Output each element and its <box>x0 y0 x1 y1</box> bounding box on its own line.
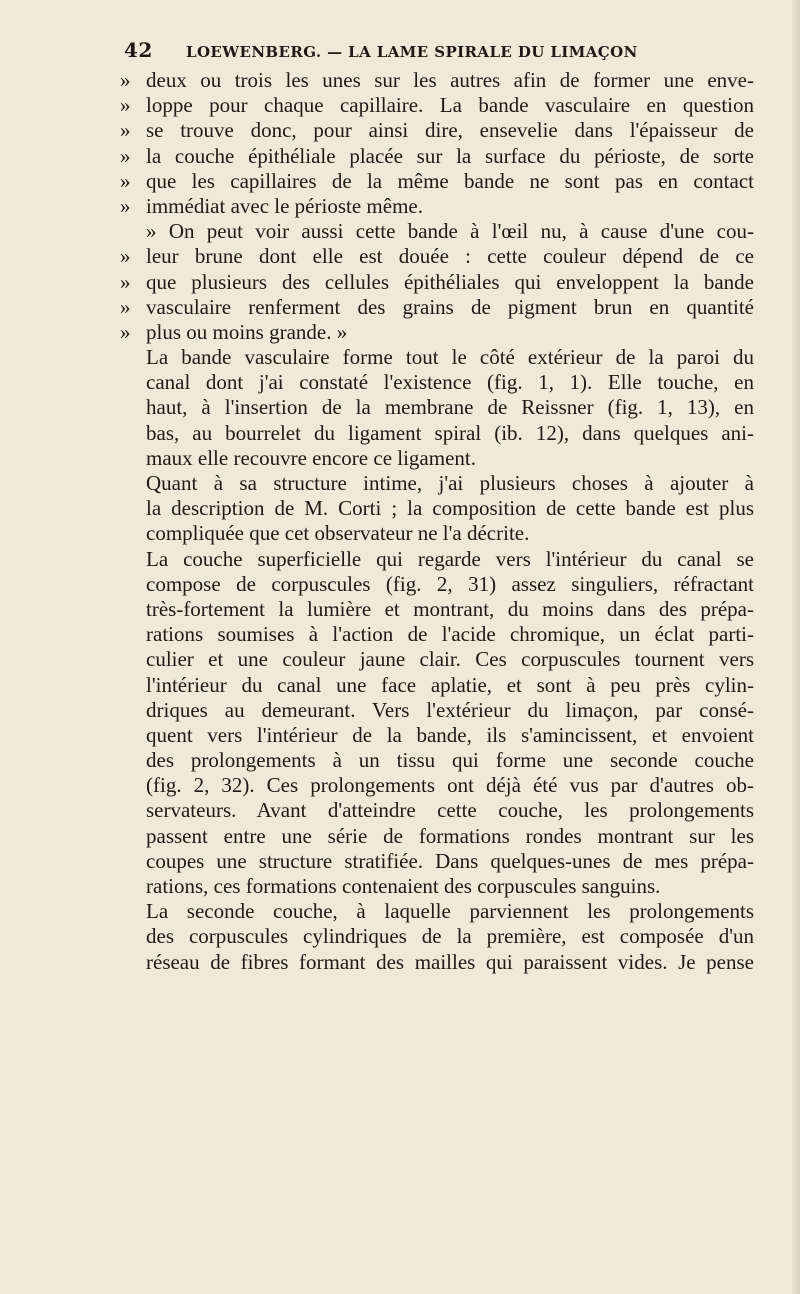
text-line <box>120 874 754 899</box>
quote-mark: » <box>120 118 131 143</box>
line-text: immédiat avec le périoste même. <box>146 193 423 218</box>
line-text: passent entre une série de formations rondes montrant sur les <box>146 823 754 848</box>
line-text: quent vers l'intérieur de la bande, ils s'amincissent, et envoient <box>146 722 754 747</box>
line-text: culier et une couleur jaune clair. Ces corpuscules tournent vers <box>146 647 754 672</box>
line-text: canal dont j'ai constaté l'existence (fig. 1, 1). Elle touche, en <box>146 370 754 395</box>
line-text: se trouve donc, pour ainsi dire, ensevelie dans l'épaisseur de <box>146 118 754 143</box>
text-line <box>120 698 754 723</box>
running-title: LOEWENBERG. — LA LAME SPIRALE DU LIMAÇON <box>186 43 638 61</box>
line-text: loppe pour chaque capillaire. La bande vasculaire en question <box>146 93 754 118</box>
text-line <box>120 169 754 194</box>
line-text: réseau de fibres formant des mailles qui paraissent vides. Je pense <box>146 949 754 974</box>
line-text: rations, ces formations contenaient des corpuscules sanguins. <box>146 874 661 898</box>
text-line <box>120 68 754 93</box>
text-line <box>120 345 754 370</box>
text-line <box>120 219 754 244</box>
text-line <box>120 950 754 975</box>
text-line <box>120 244 754 269</box>
text-line <box>120 471 754 496</box>
text-line <box>120 849 754 874</box>
line-text: leur brune dont elle est douée : cette couleur dépend de ce <box>146 244 754 269</box>
line-text: des prolongements à un tissu qui forme une seconde couche <box>146 748 754 773</box>
text-line <box>120 748 754 773</box>
text-line <box>120 144 754 169</box>
quote-mark: » <box>120 143 131 168</box>
text-line <box>120 723 754 748</box>
line-text: servateurs. Avant d'atteindre cette couche, les prolongements <box>146 798 754 823</box>
text-line <box>120 421 754 446</box>
line-text: l'intérieur du canal une face aplatie, et sont à peu près cylin- <box>146 672 754 697</box>
text-line <box>120 118 754 143</box>
text-line <box>120 597 754 622</box>
text-line <box>120 547 754 572</box>
book-page <box>120 38 754 975</box>
quote-mark: » <box>120 68 131 92</box>
page-number: 42 <box>124 38 153 62</box>
text-line <box>120 295 754 320</box>
line-text: la couche épithéliale placée sur la surface du périoste, de sorte <box>146 143 754 168</box>
line-text: bas, au bourrelet du ligament spiral (ib. 12), dans quelques ani- <box>146 420 754 445</box>
quote-mark: » <box>120 269 131 294</box>
line-text: Quant à sa structure intime, j'ai plusieurs choses à ajouter à <box>146 471 754 495</box>
quote-mark: » <box>120 93 131 118</box>
text-line <box>120 798 754 823</box>
line-text: vasculaire renferment des grains de pigment brun en quantité <box>146 294 754 319</box>
text-line <box>120 824 754 849</box>
text-line <box>120 622 754 647</box>
line-text: très-fortement la lumière et montrant, du moins dans des prépa- <box>146 596 754 621</box>
text-line <box>120 93 754 118</box>
quote-mark: » <box>120 168 131 193</box>
page-edge <box>792 0 800 1294</box>
quote-mark: » <box>120 294 131 319</box>
quote-mark: » <box>120 244 131 269</box>
text-line <box>120 194 754 219</box>
page-header <box>120 38 754 60</box>
line-text: La seconde couche, à laquelle parviennent les prolongements <box>146 899 754 924</box>
text-line <box>120 899 754 924</box>
line-text: deux ou trois les unes sur les autres afin de former une enve- <box>146 68 754 92</box>
text-line <box>120 446 754 471</box>
text-line <box>120 395 754 420</box>
line-text: driques au demeurant. Vers l'extérieur du limaçon, par consé- <box>146 697 754 722</box>
line-text: rations soumises à l'action de l'acide chromique, un éclat parti- <box>146 622 754 647</box>
text-line <box>120 320 754 345</box>
line-text: (fig. 2, 32). Ces prolongements ont déjà été vus par d'autres ob- <box>146 773 754 798</box>
quote-mark: » <box>120 319 131 344</box>
quote-mark: » <box>120 193 131 218</box>
line-text: que les capillaires de la même bande ne sont pas en contact <box>146 168 754 193</box>
line-text: plus ou moins grande. » <box>146 319 348 344</box>
line-text: haut, à l'insertion de la membrane de Reissner (fig. 1, 13), en <box>146 395 754 420</box>
line-text: maux elle recouvre encore ce ligament. <box>146 445 476 470</box>
line-text: La bande vasculaire forme tout le côté extérieur de la paroi du <box>146 345 754 370</box>
text-line <box>120 673 754 698</box>
line-text: que plusieurs des cellules épithéliales qui enveloppent la bande <box>146 269 754 294</box>
line-text: des corpuscules cylindriques de la première, est composée d'un <box>146 924 754 949</box>
text-line <box>120 647 754 672</box>
line-text: La couche superficielle qui regarde vers l'intérieur du canal se <box>146 546 754 571</box>
line-text: compose de corpuscules (fig. 2, 31) assez singuliers, réfractant <box>146 571 754 596</box>
line-text: » On peut voir aussi cette bande à l'œil nu, à cause d'une cou- <box>146 219 754 244</box>
text-line <box>120 521 754 546</box>
line-text: coupes une structure stratifiée. Dans quelques-unes de mes prépa- <box>146 848 754 873</box>
line-text: compliquée que cet observateur ne l'a décrite. <box>146 521 530 546</box>
text-line <box>120 572 754 597</box>
text-line <box>120 496 754 521</box>
text-line <box>120 270 754 295</box>
line-text: la description de M. Corti ; la composition de cette bande est plus <box>146 496 754 521</box>
text-line <box>120 370 754 395</box>
body-text <box>120 68 754 975</box>
text-line <box>120 773 754 798</box>
text-line <box>120 924 754 949</box>
